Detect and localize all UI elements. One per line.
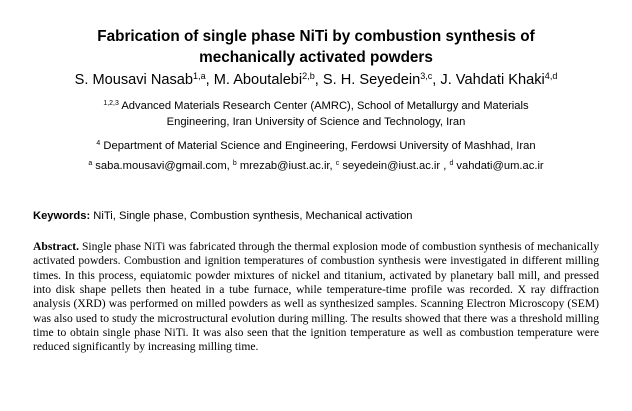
keywords: [33, 209, 603, 224]
affiliation-ferdowsi: [30, 139, 602, 155]
author-name: J. Vahdati Khaki: [440, 72, 545, 88]
title-line-2: mechanically activated powders: [199, 49, 433, 66]
abstract-label: Abstract.: [33, 240, 80, 253]
author-separator: ,: [205, 72, 214, 88]
keywords-text: NiTi, Single phase, Combustion synthesis, Mechanical activation: [90, 210, 413, 222]
author-name: S. Mousavi Nasab: [74, 72, 194, 88]
author-affiliation-marker: 3,c: [420, 71, 433, 82]
email-marker: c: [335, 160, 340, 168]
author-affiliation-marker: 1,a: [193, 71, 206, 82]
author-separator: ,: [432, 72, 441, 88]
author-separator: ,: [314, 72, 323, 88]
email-address: mrezab@iust.ac.ir,: [236, 160, 336, 172]
email-marker: d: [449, 160, 454, 168]
keywords-label: Keywords:: [33, 210, 91, 222]
title-line-1: Fabrication of single phase NiTi by combustion synthesis of: [97, 28, 535, 45]
paper-title: [40, 26, 592, 68]
abstract: [33, 240, 599, 355]
affiliation-line-2: Engineering, Iran University of Science and Technology, Iran: [166, 115, 466, 128]
affiliation-text: Department of Material Science and Engineering, Ferdowsi University of Mashhad, Iran: [100, 140, 536, 152]
affiliation-amrc: [30, 99, 602, 130]
email-marker: a: [88, 160, 93, 168]
author-name: M. Aboutalebi: [213, 72, 303, 88]
affiliation-text: Advanced Materials Research Center (AMRC), School of Metallurgy and Materials: [118, 100, 529, 112]
author-emails: [30, 159, 602, 175]
affiliation-line-1: [30, 99, 602, 115]
email-marker: b: [232, 160, 237, 168]
email-address: saba.mousavi@gmail.com,: [92, 160, 233, 172]
email-address: vahdati@um.ac.ir: [453, 160, 544, 172]
author-list: [20, 71, 612, 89]
author-affiliation-marker: 2,b: [302, 71, 315, 82]
author-affiliation-marker: 4,d: [544, 71, 558, 82]
affiliation-marker: 4: [96, 140, 101, 148]
author-name: S. H. Seyedein: [322, 72, 421, 88]
abstract-text: Single phase NiTi was fabricated through the thermal explosion mode of combustion synthesis of mechanically activated powders. Combustion and ignition temperatures of combustion synthesis were investigated in different milling times. In this process, equiatomic powder mixtures of nickel and titanium, activated by planetary ball mill, and pressed into disk shape pellets then heated in a tube furnace, while temperature-time profile was recorded. X ray diffraction analysis (XRD) was performed on milled powders as well as synthesized samples. Scanning Electron Microscopy (SEM) was also used to study the microstructural evolution during milling. The results showed that there was a threshold milling time to obtain single phase NiTi. It was also seen that the ignition temperature as well as combustion temperature were reduced significantly by increasing milling time.: [33, 240, 599, 354]
email-address: seyedein@iust.ac.ir ,: [339, 160, 450, 172]
affiliation-marker: 1,2,3: [103, 100, 119, 108]
